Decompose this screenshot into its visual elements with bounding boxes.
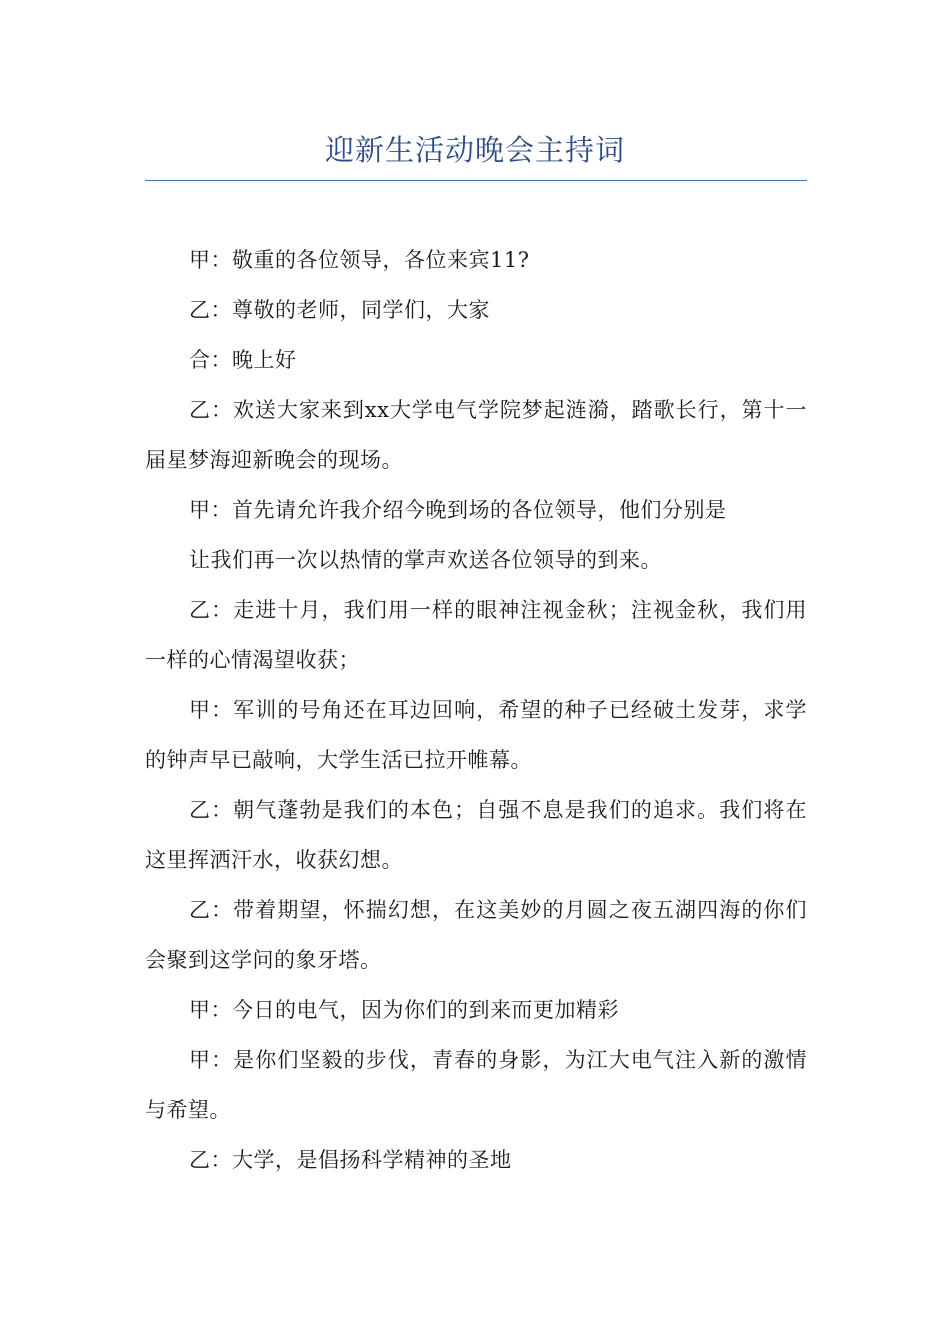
paragraph: 甲：今日的电气，因为你们的到来而更加精彩 [189,998,619,1022]
paragraph: 合：晚上好 [189,348,297,372]
paragraph: 甲：敬重的各位领导，各位来宾11? [189,248,530,272]
paragraph: 甲：军训的号角还在耳边回响，希望的种子已经破土发芽，求学的钟声早已敲响，大学生活已拉开帷幕。 [145,698,807,772]
paragraph: 乙：尊敬的老师，同学们，大家 [189,298,490,322]
paragraph: 甲：首先请允许我介绍今晚到场的各位领导，他们分别是 [189,498,727,522]
paragraph: 甲：是你们坚毅的步伐，青春的身影，为江大电气注入新的激情与希望。 [145,1048,807,1122]
paragraph: 乙：朝气蓬勃是我们的本色；自强不息是我们的追求。我们将在这里挥洒汗水，收获幻想。 [145,798,807,872]
document-title: 迎新生活动晚会主持词 [324,133,625,167]
paragraph: 乙：走进十月，我们用一样的眼神注视金秋；注视金秋，我们用一样的心情渴望收获； [145,598,807,672]
paragraph: 乙：大学，是倡扬科学精神的圣地 [189,1148,512,1172]
paragraph: 乙：欢送大家来到xx大学电气学院梦起涟漪，踏歌长行，第十一届星梦海迎新晚会的现场。 [145,398,807,472]
paragraph: 让我们再一次以热情的掌声欢送各位领导的到来。 [189,548,662,572]
document-body [145,235,807,1185]
paragraph: 乙：带着期望，怀揣幻想，在这美妙的月圆之夜五湖四海的你们会聚到这学问的象牙塔。 [145,898,807,972]
title-underline [145,180,807,181]
